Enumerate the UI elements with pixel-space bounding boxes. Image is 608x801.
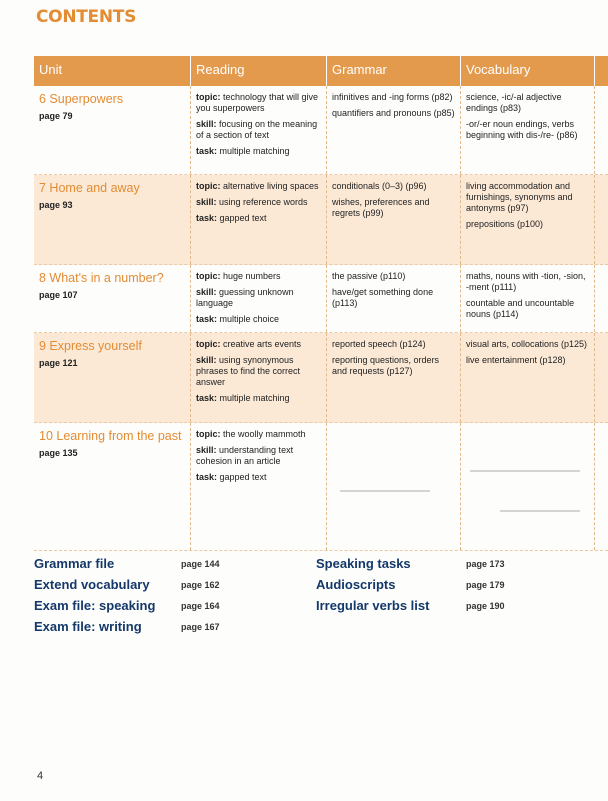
header-extra (595, 56, 608, 86)
extras-item-label[interactable]: Audioscripts (316, 577, 396, 592)
table-row (34, 86, 608, 175)
extras-item-label[interactable]: Extend vocabulary (34, 577, 150, 592)
reading-text: gapped text (217, 213, 267, 223)
reading-label: topic: (196, 181, 221, 191)
unit-title[interactable]: 9 Express yourself (39, 339, 142, 353)
vocabulary-cell (461, 423, 595, 550)
reading-label: topic: (196, 271, 221, 281)
unit-cell (34, 86, 191, 174)
unit-cell (34, 333, 191, 422)
reading-text: using reference words (216, 197, 308, 207)
unit-title[interactable]: 8 What's in a number? (39, 271, 164, 285)
vocabulary-entry: science, -ic/-al adjective endings (p83) (466, 92, 562, 113)
vocabulary-entry: live entertainment (p128) (466, 355, 566, 365)
extras-item-page: page 167 (181, 622, 220, 632)
reading-text: creative arts events (220, 339, 302, 349)
reading-cell (191, 86, 327, 174)
reading-entry (196, 92, 321, 114)
reading-text: alternative living spaces (220, 181, 319, 191)
grammar-cell (327, 333, 461, 422)
reading-entry (196, 355, 321, 388)
reading-text: focusing on the meaning of a section of text (196, 119, 318, 140)
reading-entry (196, 314, 321, 325)
reading-entry (196, 197, 321, 208)
grammar-entry: infinitives and -ing forms (p82) (332, 92, 453, 102)
reading-cell (191, 423, 327, 550)
reading-entry (196, 287, 321, 309)
vocabulary-cell (461, 265, 595, 332)
reading-label: task: (196, 213, 218, 223)
reading-label: skill: (196, 287, 217, 297)
unit-page: page 135 (39, 448, 78, 458)
faint-line (340, 490, 430, 492)
reading-entry (196, 429, 321, 440)
faint-line (470, 470, 580, 472)
reading-text: guessing unknown language (196, 287, 294, 308)
table-row (34, 423, 608, 551)
grammar-entry: reported speech (p124) (332, 339, 426, 349)
grammar-cell (327, 86, 461, 174)
extras-item-label[interactable]: Irregular verbs list (316, 598, 430, 613)
reading-cell (191, 265, 327, 332)
extra-cell (595, 175, 608, 264)
grammar-entry: conditionals (0–3) (p96) (332, 181, 427, 191)
reading-text: multiple choice (217, 314, 280, 324)
page-title: CONTENTS (36, 7, 137, 27)
reading-label: skill: (196, 445, 217, 455)
unit-page: page 79 (39, 111, 73, 121)
vocabulary-entry: prepositions (p100) (466, 219, 544, 229)
unit-title[interactable]: 7 Home and away (39, 181, 140, 195)
header-grammar: Grammar (327, 56, 461, 86)
reading-label: task: (196, 314, 218, 324)
extras-item-page: page 164 (181, 601, 220, 611)
unit-page: page 93 (39, 200, 73, 210)
reading-label: skill: (196, 355, 217, 365)
extras-item-label[interactable]: Exam file: speaking (34, 598, 156, 613)
extras-item-label[interactable]: Exam file: writing (34, 619, 142, 634)
unit-cell (34, 265, 191, 332)
grammar-entry: wishes, preferences and regrets (p99) (332, 197, 430, 218)
extra-cell (595, 265, 608, 332)
grammar-entry: have/get something done (p113) (332, 287, 434, 308)
vocabulary-cell (461, 175, 595, 264)
grammar-entry: the passive (p110) (332, 271, 406, 281)
extras-item-page: page 179 (466, 580, 505, 590)
grammar-cell (327, 265, 461, 332)
table-row (34, 265, 608, 333)
extras-item-page: page 173 (466, 559, 505, 569)
reading-text: using synonymous phrases to find the correct answer (196, 355, 301, 387)
header-vocabulary: Vocabulary (461, 56, 595, 86)
reading-text: huge numbers (220, 271, 281, 281)
reading-label: topic: (196, 339, 221, 349)
reading-text: multiple matching (217, 393, 290, 403)
reading-label: task: (196, 393, 218, 403)
extras-item-label[interactable]: Speaking tasks (316, 556, 411, 571)
extras-item-label[interactable]: Grammar file (34, 556, 115, 571)
unit-page: page 107 (39, 290, 78, 300)
extra-cell (595, 86, 608, 174)
reading-entry (196, 472, 321, 483)
extra-cell (595, 423, 608, 550)
grammar-entry: reporting questions, orders and requests (p127) (332, 355, 440, 376)
extras-item-page: page 144 (181, 559, 220, 569)
reading-entry (196, 119, 321, 141)
reading-text: multiple matching (217, 146, 290, 156)
grammar-cell (327, 423, 461, 550)
extra-cell (595, 333, 608, 422)
faint-line (500, 510, 580, 512)
vocabulary-entry: maths, nouns with -tion, -sion, -ment (p111) (466, 271, 586, 292)
reading-entry (196, 393, 321, 404)
reading-text: gapped text (217, 472, 267, 482)
table-row (34, 175, 608, 265)
reading-entry (196, 146, 321, 157)
reading-entry (196, 271, 321, 282)
vocabulary-cell (461, 86, 595, 174)
header-unit: Unit (34, 56, 191, 86)
grammar-entry: quantifiers and pronouns (p85) (332, 108, 455, 118)
extras-item-page: page 190 (466, 601, 505, 611)
reading-label: skill: (196, 197, 217, 207)
reading-label: topic: (196, 92, 221, 102)
vocabulary-entry: visual arts, collocations (p125) (466, 339, 588, 349)
reading-cell (191, 333, 327, 422)
vocabulary-cell (461, 333, 595, 422)
unit-page: page 121 (39, 358, 78, 368)
reading-entry (196, 181, 321, 192)
reading-text: understanding text cohesion in an article (196, 445, 294, 466)
extras-item-page: page 162 (181, 580, 220, 590)
grammar-cell (327, 175, 461, 264)
unit-title[interactable]: 10 Learning from the past (39, 429, 182, 443)
vocabulary-entry: living accommodation and furnishings, synonyms and antonyms (p97) (466, 181, 573, 213)
reading-cell (191, 175, 327, 264)
reading-entry (196, 445, 321, 467)
vocabulary-entry: -or/-er noun endings, verbs beginning with dis-/re- (p86) (466, 119, 578, 140)
table-row (34, 333, 608, 423)
reading-entry (196, 339, 321, 350)
unit-cell (34, 423, 191, 550)
table-body (34, 86, 608, 551)
reading-label: task: (196, 472, 218, 482)
unit-title[interactable]: 6 Superpowers (39, 92, 124, 106)
contents-table (34, 56, 608, 551)
vocabulary-entry: countable and uncountable nouns (p114) (466, 298, 575, 319)
table-header (34, 56, 608, 86)
reading-label: topic: (196, 429, 221, 439)
reading-entry (196, 213, 321, 224)
header-reading: Reading (191, 56, 327, 86)
reading-text: the woolly mammoth (220, 429, 306, 439)
unit-cell (34, 175, 191, 264)
reading-label: task: (196, 146, 218, 156)
reading-label: skill: (196, 119, 217, 129)
reading-text: technology that will give you superpowers (196, 92, 319, 113)
page-number: 4 (37, 770, 44, 782)
